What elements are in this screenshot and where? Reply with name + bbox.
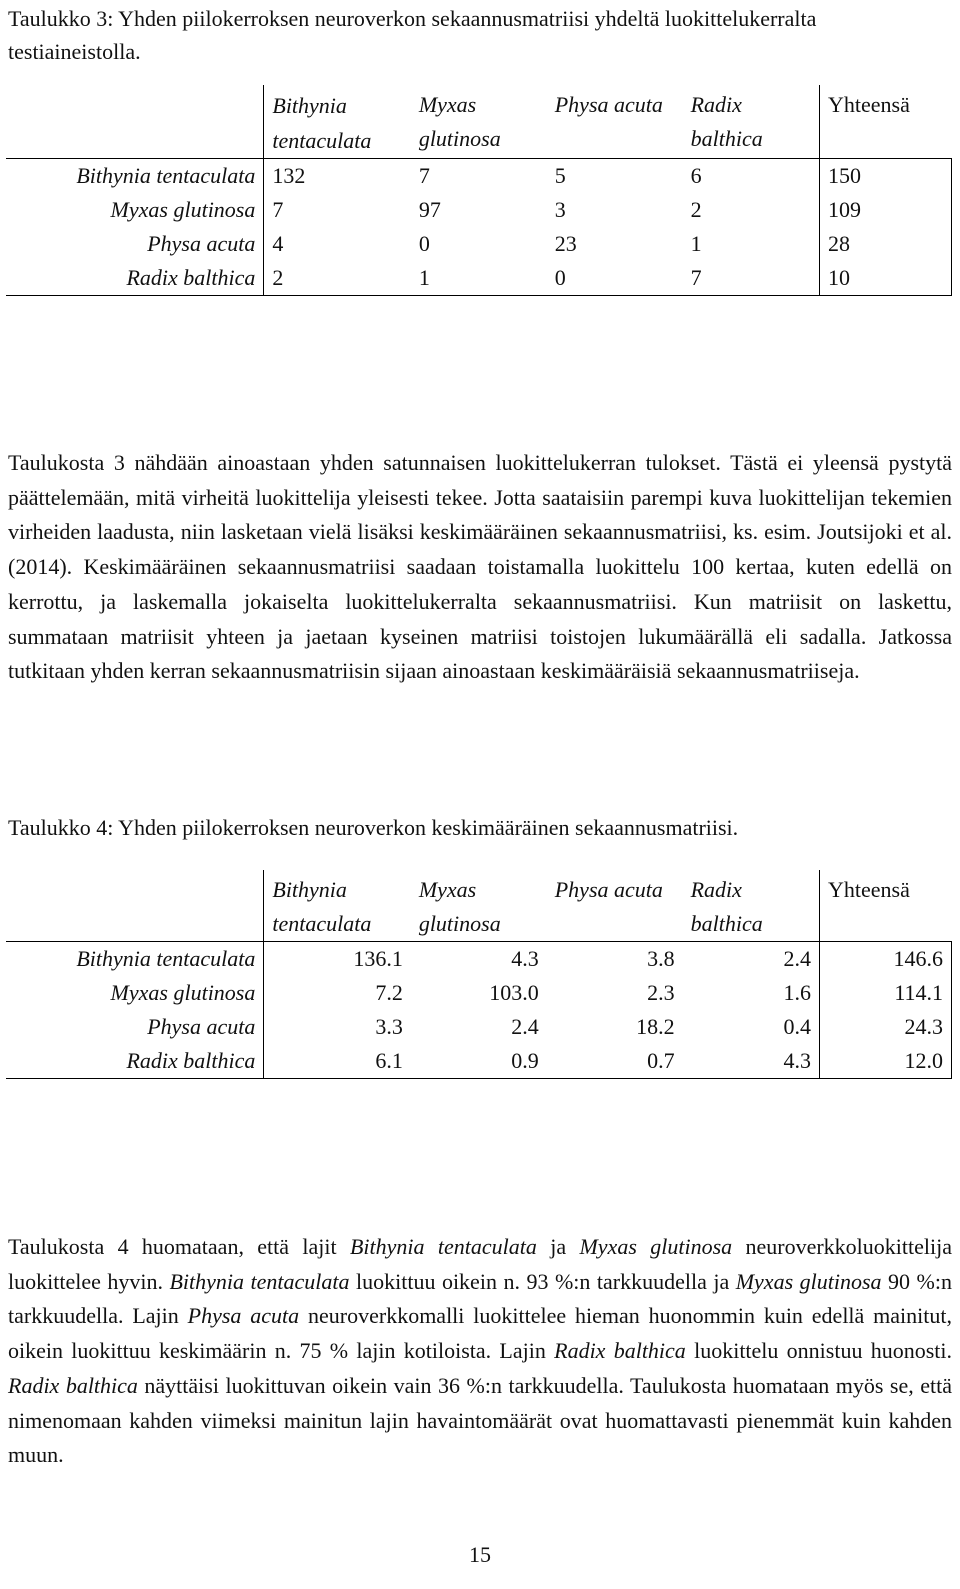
table3-header-radix: Radix balthica bbox=[683, 85, 820, 159]
table4-cell: 4.3 bbox=[683, 1044, 820, 1079]
species-name: Radix balthica bbox=[554, 1338, 686, 1364]
table3-cell: 2 bbox=[683, 193, 820, 227]
paragraph2-text: Taulukosta 4 huomataan, että lajit bbox=[8, 1234, 337, 1259]
table3-confusion-matrix bbox=[6, 85, 952, 296]
table3-cell: 97 bbox=[418, 197, 441, 222]
table4-cell: 2.4 bbox=[683, 942, 820, 977]
paragraph2-text: ja bbox=[550, 1234, 567, 1259]
table3-cell-total: 150 bbox=[820, 159, 952, 194]
table3-cell: 0 bbox=[554, 265, 566, 290]
paragraph2-text: neuroverkkomalli luokittelee hieman huonommin kuin edellä mainitut, oikein luokittuu keskimäärin n. 75 % lajin kotiloista. Lajin bbox=[8, 1303, 952, 1364]
species-name: Physa acuta bbox=[187, 1303, 300, 1329]
table3-cell: 1 bbox=[683, 227, 820, 261]
table3-cell-total: 28 bbox=[820, 227, 952, 261]
table4-cell: 103.0 bbox=[489, 980, 539, 1005]
table4-cell: 6.1 bbox=[375, 1048, 403, 1073]
table3-row-label: Myxas glutinosa bbox=[6, 193, 264, 227]
table3-row-label: Physa acuta bbox=[6, 227, 264, 261]
table4-row-label: Physa acuta bbox=[6, 1010, 264, 1044]
table3-caption: Taulukko 3: Yhden piilokerroksen neuroverkon sekaannusmatriisi yhdeltä luokittelukerralta testiaineistolla. bbox=[8, 6, 817, 64]
species-name: Myxas glutinosa bbox=[735, 1268, 882, 1294]
table4-header-bithynia: Bithynia tentaculata bbox=[272, 877, 372, 936]
table3-cell: 5 bbox=[554, 163, 566, 188]
table4-cell: 3.3 bbox=[375, 1014, 403, 1039]
table3-cell-total: 109 bbox=[820, 193, 952, 227]
table3-cell: 23 bbox=[554, 231, 577, 256]
table4-cell: 0.7 bbox=[647, 1048, 675, 1073]
table4-cell-total: 146.6 bbox=[820, 942, 952, 977]
table4-cell: 1.6 bbox=[683, 976, 820, 1010]
paragraph2-text: näyttäisi luokittuvan oikein vain 36 %:n tarkkuudella. Taulukosta huomataan myös se, että nimenomaan kahden viimeksi mainitun lajin havaintomäärät ovat huomattavasti pienemmät kuin kahden muun. bbox=[8, 1372, 953, 1468]
table3-cell: 7 bbox=[418, 163, 430, 188]
table4-cell: 7.2 bbox=[375, 980, 403, 1005]
species-name: Bithynia tentaculata bbox=[349, 1234, 537, 1259]
table3-cell-total: 10 bbox=[820, 261, 952, 296]
table3-row-label: Radix balthica bbox=[6, 261, 264, 296]
table4-cell: 18.2 bbox=[636, 1014, 675, 1039]
table3-corner-cell bbox=[6, 85, 264, 159]
table4-row-label: Bithynia tentaculata bbox=[6, 942, 264, 977]
table4-cell: 136.1 bbox=[353, 946, 403, 971]
table4-header-physa: Physa acuta bbox=[554, 877, 663, 902]
table4-corner-cell bbox=[6, 870, 264, 942]
table4-cell-total: 24.3 bbox=[820, 1010, 952, 1044]
table3-cell: 7 bbox=[683, 261, 820, 296]
table4-cell: 2.4 bbox=[511, 1014, 539, 1039]
table4-confusion-matrix bbox=[6, 870, 952, 1079]
table4-caption: Taulukko 4: Yhden piilokerroksen neuroverkon keskimääräinen sekaannusmatriisi. bbox=[8, 815, 739, 840]
table3-cell: 0 bbox=[418, 231, 430, 256]
species-name: Myxas glutinosa bbox=[579, 1234, 733, 1259]
table4-row-label: Myxas glutinosa bbox=[6, 976, 264, 1010]
table4-cell-total: 114.1 bbox=[820, 976, 952, 1010]
page-number: 15 bbox=[469, 1542, 491, 1567]
table3-header-myxas: Myxas glutinosa bbox=[418, 92, 501, 151]
species-name: Radix balthica bbox=[8, 1372, 138, 1398]
table3-header-physa: Physa acuta bbox=[554, 92, 663, 117]
paragraph2-text: 90 %:n tarkkuudella. Lajin bbox=[8, 1268, 952, 1329]
table3-cell: 7 bbox=[272, 197, 284, 222]
table3-cell: 1 bbox=[418, 265, 430, 290]
paragraph2-text: luokittuu oikein n. 93 %:n tarkkuudella ja bbox=[356, 1268, 730, 1294]
table4-row-label: Radix balthica bbox=[6, 1044, 264, 1079]
body-paragraph-2 bbox=[8, 1230, 952, 1473]
table3-cell: 4 bbox=[272, 231, 284, 256]
table3-cell: 6 bbox=[683, 159, 820, 194]
table3-header-total: Yhteensä bbox=[820, 85, 952, 159]
table4-cell-total: 12.0 bbox=[820, 1044, 952, 1079]
table4-cell: 2.3 bbox=[647, 980, 675, 1005]
table3-cell: 3 bbox=[554, 197, 566, 222]
table3-header-bithynia: Bithynia tentaculata bbox=[272, 93, 372, 153]
table3-row-label: Bithynia tentaculata bbox=[6, 159, 264, 194]
table4-header-myxas: Myxas glutinosa bbox=[418, 877, 501, 936]
table4-cell: 0.9 bbox=[511, 1048, 539, 1073]
paragraph2-text: luokittelu onnistuu huonosti. bbox=[694, 1338, 953, 1364]
paragraph2-text: neuroverkkoluokittelija luokittelee hyvin. bbox=[8, 1234, 952, 1294]
table3-cell: 132 bbox=[272, 163, 306, 188]
table4-header-total: Yhteensä bbox=[820, 870, 952, 942]
table4-header-radix: Radix balthica bbox=[683, 870, 820, 942]
table4-cell: 3.8 bbox=[647, 946, 675, 971]
table4-cell: 0.4 bbox=[683, 1010, 820, 1044]
table3-cell: 2 bbox=[272, 265, 284, 290]
table4-cell: 4.3 bbox=[511, 946, 539, 971]
species-name: Bithynia tentaculata bbox=[169, 1268, 350, 1294]
body-paragraph-1: Taulukosta 3 nähdään ainoastaan yhden satunnaisen luokittelukerran tulokset. Tästä ei yleensä pystytä päättelemään, mitä virheitä luokittelija yleisesti tekee. Jotta saataisiin parempi kuva luokittelijan tekemien virheiden laadusta, niin lasketaan vielä lisäksi keskimääräinen sekaannusmatriisi, ks. esim. Joutsijoki et al. (2014). Keskimääräinen sekaannusmatriisi saadaan toistamalla luokittelu 100 kertaa, kuten edellä on kerrottu, ja laskemalla jokaiselta luokittelukerralta sekaannusmatriisi. Kun matriisit on laskettu, summataan matriisit yhteen ja jaetaan kyseinen matriisi toistojen lukumäärällä eli sadalla. Jatkossa tutkitaan yhden kerran sekaannusmatriisin sijaan ainoastaan keskimääräisiä sekaannusmatriiseja. bbox=[8, 450, 952, 684]
